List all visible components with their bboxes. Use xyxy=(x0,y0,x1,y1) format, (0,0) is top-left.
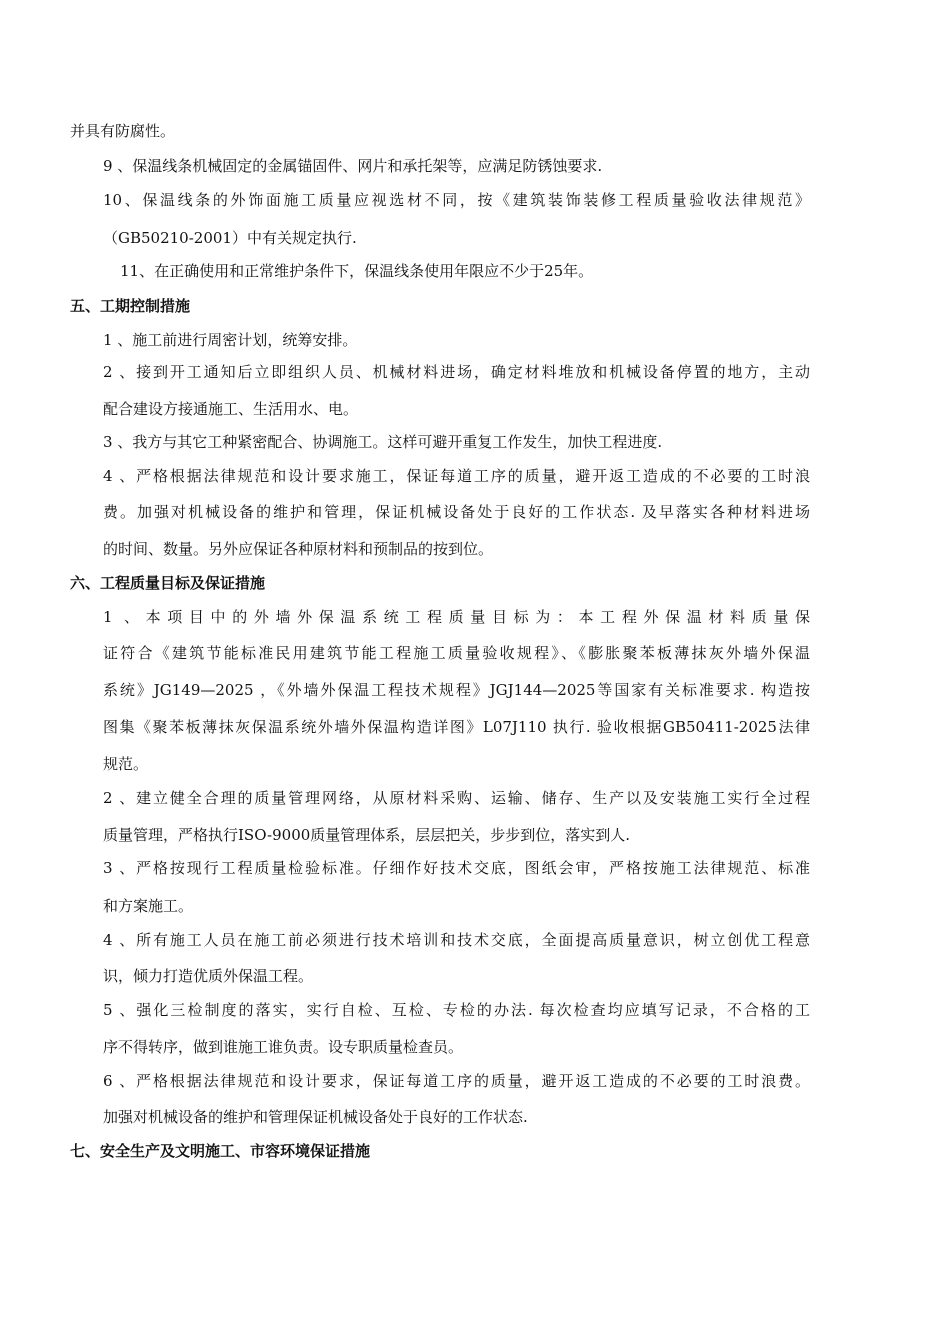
list-item-11: 11、在正确使用和正常维护条件下，保温线条使用年限应不少于25年。 xyxy=(120,262,594,280)
list-item-4-continued: 的时间、数量。另外应保证各种原材料和预制品的按到位。 xyxy=(103,540,494,558)
list-item-6-continued: 加强对机械设备的维护和管理保证机械设备处于良好的工作状态. xyxy=(103,1108,528,1126)
list-item-10-continued: （GB50210-2001）中有关规定执行. xyxy=(103,229,357,247)
list-item-4-continued: 费。加强对机械设备的维护和管理，保证机械设备处于良好的工作状态. 及早落实各种材料进场 xyxy=(103,503,810,521)
list-item-4: 4 、所有施工人员在施工前必须进行技术培训和技术交底，全面提高质量意识，树立创优工程意 xyxy=(103,931,810,949)
list-item-4: 4 、严格根据法律规范和设计要求施工，保证每道工序的质量，避开返工造成的不必要的工时浪 xyxy=(103,467,810,485)
list-item-2-continued: 质量管理，严格执行ISO-9000质量管理体系，层层把关，步步到位，落实到人. xyxy=(103,826,631,844)
list-item-3: 3 、严格按现行工程质量检验标准。仔细作好技术交底，图纸会审，严格按施工法律规范、标准 xyxy=(103,859,810,877)
list-item-2: 2 、接到开工通知后立即组织人员、机械材料进场，确定材料堆放和机械设备停置的地方，主动 xyxy=(103,363,810,381)
list-item-6: 6 、严格根据法律规范和设计要求，保证每道工序的质量，避开返工造成的不必要的工时浪费。 xyxy=(103,1072,810,1090)
list-item-1: 1 、施工前进行周密计划，统筹安排。 xyxy=(103,331,358,349)
list-item-9: 9 、保温线条机械固定的金属锚固件、网片和承托架等，应满足防锈蚀要求. xyxy=(103,157,603,175)
section-heading-quality: 六、工程质量目标及保证措施 xyxy=(70,574,266,592)
section-heading-schedule: 五、工期控制措施 xyxy=(70,297,191,315)
list-item-2-continued: 配合建设方接通施工、生活用水、电。 xyxy=(103,400,359,418)
list-item-5-continued: 序不得转序，做到谁施工谁负责。设专职质量检查员。 xyxy=(103,1038,464,1056)
list-item-4-continued: 识，倾力打造优质外保温工程。 xyxy=(103,967,314,985)
list-item-3: 3 、我方与其它工种紧密配合、协调施工。这样可避开重复工作发生，加快工程进度. xyxy=(103,433,663,451)
list-item-1-continued: 证符合《建筑节能标准民用建筑节能工程施工质量验收规程》、《膨胀聚苯板薄抹灰外墙外保温 xyxy=(103,644,810,662)
paragraph-line: 并具有防腐性。 xyxy=(70,122,176,140)
list-item-1-continued: 规范。 xyxy=(103,755,149,773)
list-item-1: 1 、本项目中的外墙外保温系统工程质量目标为：本工程外保温材料质量保 xyxy=(103,608,810,626)
list-item-10: 10、保温线条的外饰面施工质量应视选材不同，按《建筑装饰装修工程质量验收法律规范》 xyxy=(103,191,810,209)
list-item-3-continued: 和方案施工。 xyxy=(103,897,194,915)
list-item-5: 5 、强化三检制度的落实，实行自检、互检、专检的办法. 每次检查均应填写记录，不合格的工 xyxy=(103,1001,810,1019)
list-item-1-continued: 系统》JG149—2025 ，《外墙外保温工程技术规程》JGJ144—2025等国家有关标准要求. 构造按 xyxy=(103,681,810,699)
list-item-2: 2 、建立健全合理的质量管理网络，从原材料采购、运输、储存、生产以及安装施工实行全过程 xyxy=(103,789,810,807)
section-heading-safety: 七、安全生产及文明施工、市容环境保证措施 xyxy=(70,1142,371,1160)
list-item-1-continued: 图集《聚苯板薄抹灰保温系统外墙外保温构造详图》L07J110 执行. 验收根据GB50411-2025法律 xyxy=(103,718,810,736)
